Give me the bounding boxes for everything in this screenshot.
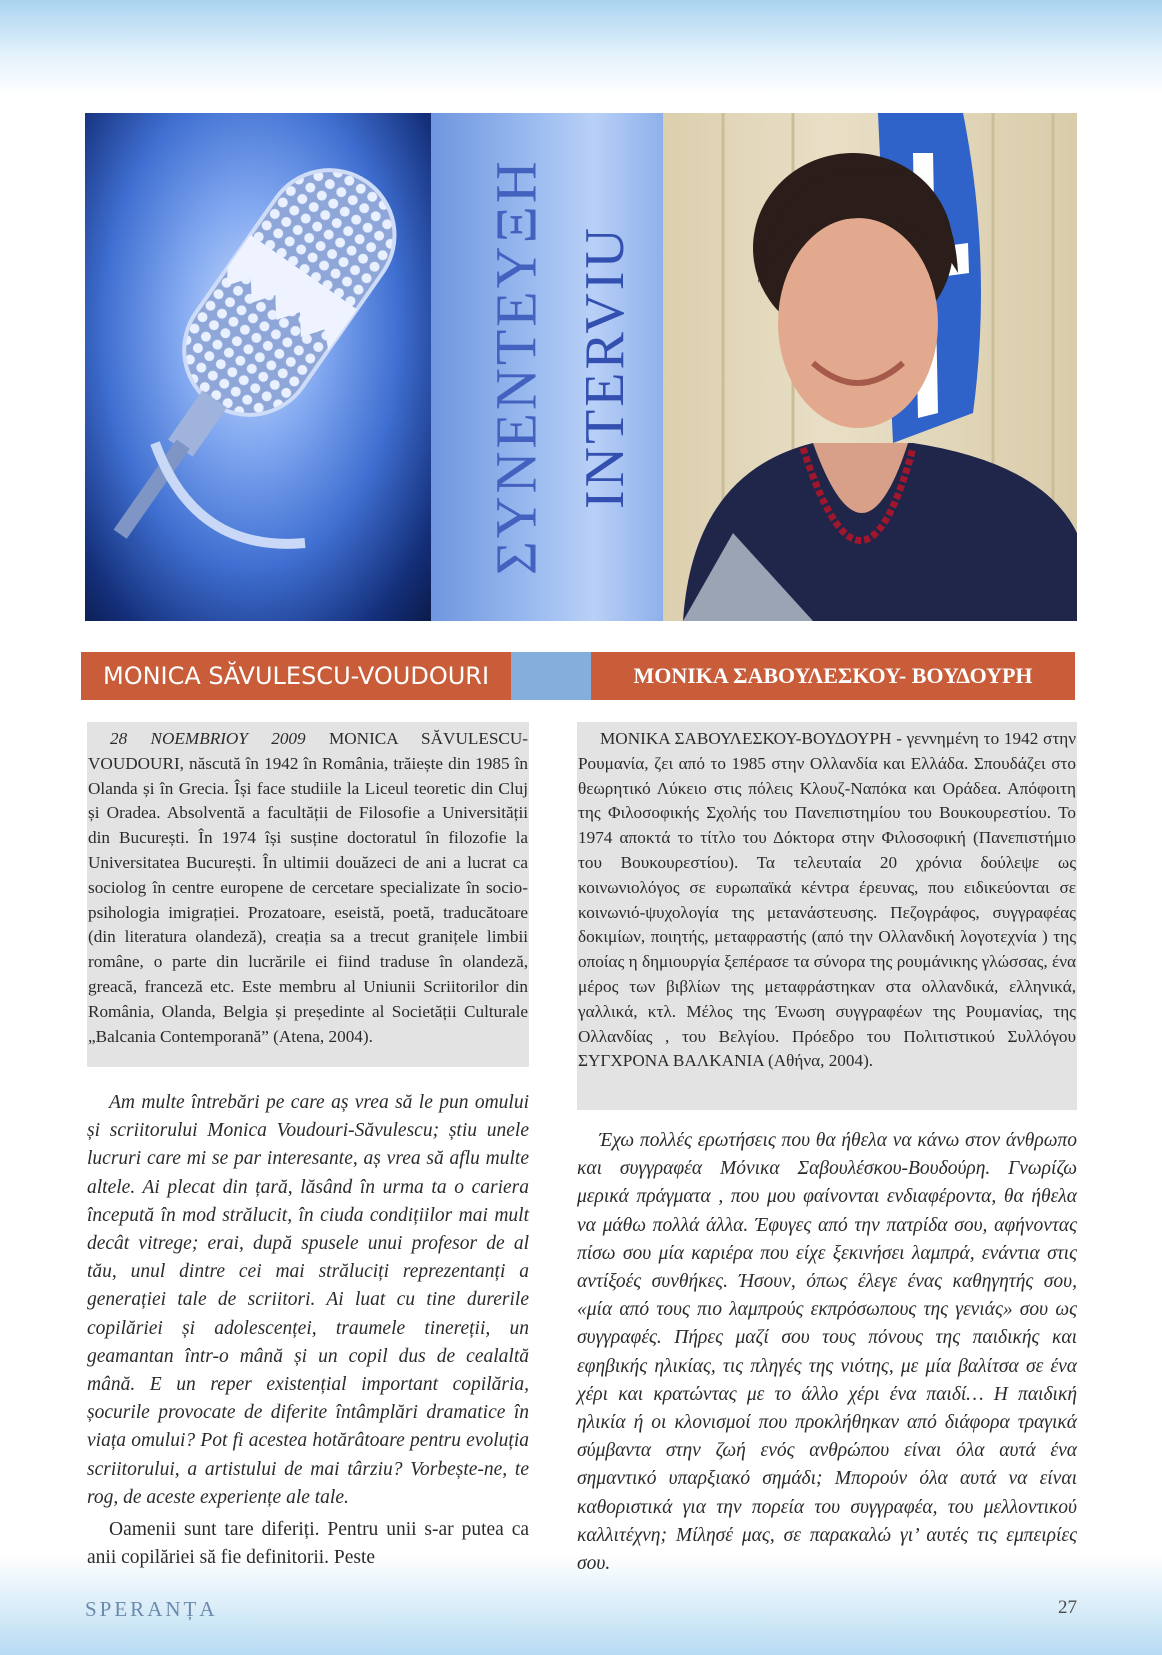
bio-romanian-text: MONICA SĂVULESCU-VOUDOURI, născută în 1942 în România, trăiește din 1985 în Olanda și în Grecia. Își face studiile la Liceul teoretic din Cluj și Oradea. Absolventă a facultății de Filosofie a Universității din București. În 1974 își susține doctoratul în filozofie la Universitatea București. În ultimii douăzeci de ani a lucrat ca sociolog în centre europene de cercetare specializate în socio-psihologia imigrației. Prozatoare, eseistă, poetă, traducătoare (din literatura olandeză), creația sa a trecut granițele limbii române, o parte din lucrările ei fiind traduse în olandeză, greacă, franceză etc. Este membru al Uniunii Scriitorilor din România, Olanda, Belgia și președinte al Societății Culturale „Balcania Contemporană” (Atena, 2004). [88, 729, 529, 1046]
title-panel [431, 113, 663, 621]
magazine-name: SPERANȚA [85, 1597, 218, 1621]
microphone-illustration [85, 113, 431, 621]
page-number: 27 [1058, 1597, 1077, 1618]
bio-greek-text: ΜΟΝΙΚΑ ΣΑΒΟΥΛΕΣΚΟΥ-ΒΟΥΔΟΥΡΗ - γεννημένη το 1942 στην Ρουμανία, ζει από το 1985 στην Ολλανδία και Ελλάδα. Σπουδάζει στο θεωρητικό Λύκειο στις πόλεις Κλουζ-Ναπόκα και Οράδεα. Απόφοιτη της Φιλοσοφικής Σχολής του Πανεπιστημίου του Βουκουρεστίου. Το 1974 αποκτά το τίτλο του Δόκτορα στην Φιλοσοφική (Πανεπιστήμιο του Βουκουρεστίου). Τα τελευταία 20 χρόνια δούλεψε ως κοινωνιολόγος σε ευρωπαϊκά κέντρα έρευνας, που ειδικεύονται σε κοινωνιό-ψυχολογία της μετανάστευσης. Πεζογράφος, συγγραφέας δοκιμίων, ποιητής, μεταφραστής (από την Ολλανδική λογοτεχνία ) της οποίας η δημιουργία ξεπέρασε τα σύνορα της ρουμάνικης γλώσσας, ένα μέρος των βιβλίων της μεταφράστηκαν στα ολλανδικά, ελληνικά, γαλλικά, κτλ. Μέλος της Ένωση συγγραφέων της Ρουμανίας, της Ολλανδίας , του Βελγίου. Πρόεδρο του Πολιτιστικού Συλλόγου ΣΥΓΧΡΟΝΑ ΒΑΛΚΑΝΙΑ (Αθήνα, 2004). [578, 729, 1076, 1071]
vertical-title-greek: ΣΥΝΕΝΤΕΥΞΗ [483, 158, 549, 576]
name-greek: ΜΟΝΙΚΑ ΣΑΒΟΥΛΕΣΚΟΥ- ΒΟΥΔΟΥΡΗ [591, 652, 1075, 700]
question-romanian: Am multe întrebări pe care aș vrea să le pun omului și scriitorului Monica Voudouri-Săvulescu; știu unele lucruri care mi se par interesante, aș vrea să aflu multe altele. Ai plecat din țară, lăsând în urma ta o cariera începută în mod strălucit, în ciuda condițiilor mai mult decât vitrege; erai, după spusele unui profesor de al tău, unul dintre cei mai străluciți reprezentanți a generației tale de scriitori. Ai luat cu tine durerile copilăriei și adolescenței, traumele tinereții, un geamantan într-o mână și un copil dus de cealaltă mână. E un reper existențial important copilăria, șocurile provocate de diferite întâmplări dramatice în viața omului? Pot fi acestea hotărâtoare pentru evoluția scriitorului, a artistului de mai târziu? Vorbește-ne, te rog, de aceste experiențe ale tale. [87, 1092, 529, 1508]
answer-romanian: Oamenii sunt tare diferiți. Pentru unii s-ar putea ca anii copilăriei să fie definitorii. Peste [87, 1519, 529, 1569]
microphone-icon [85, 113, 431, 621]
bio-greek [577, 722, 1077, 1110]
portrait-photo [663, 113, 1077, 621]
portrait-image [663, 113, 1077, 621]
question-greek: Έχω πολλές ερωτήσεις που θα ήθελα να κάνω στον άνθρωπο και συγγραφέα Μόνικα Σαβουλέσκου-Βουδούρη. Γνωρίζω μερικά πράγματα , που μου φαίνονται ενδιαφέροντα, θα ήθελα να μάθω πολλά άλλα. Έφυγες από την πατρίδα σου, αφήνοντας πίσω σου μία καριέρα που είχε ξεκινήσει λαμπρά, ενάντια στις αντίξοές συνθήκες. Ήσουν, όπως έλεγε ένας καθηγητής σου, «μία από τους πιο λαμπρούς εκπρόσωπους της γενιάς» σου ως συγγραφές. Πήρες μαζί σου τους πόνους της παιδικής και εφηβικής ηλικίας, τις πληγές της νιότης, με μία βαλίτσα σε ένα χέρι και κρατώντας με το άλλο χέρι ένα παιδί… Η παιδική ηλικία ή οι κλονισμοί που προκλήθηκαν από διάφορα τραγικά σύμβαντα στην ζωή ενός ανθρώπου είναι όλα αυτά ένα σημαντικό υπαρξιακό σημάδι; Μπορούν όλα αυτά να είναι καθοριστικά για την πορεία του συγγραφέα, του μελλοντικού καλλιτέχνη; Μίλησέ μας, σε παρακαλώ γι’ αυτές τις εμπειρίες σου. [577, 1130, 1077, 1575]
bio-date: 28 NOEMBRIOY 2009 [110, 729, 306, 748]
bio-romanian [87, 722, 529, 1067]
vertical-title-romanian: INTERVIU [574, 225, 636, 509]
name-bar-divider [511, 652, 591, 700]
name-romanian: MONICA SĂVULESCU-VOUDOURI [81, 652, 511, 700]
